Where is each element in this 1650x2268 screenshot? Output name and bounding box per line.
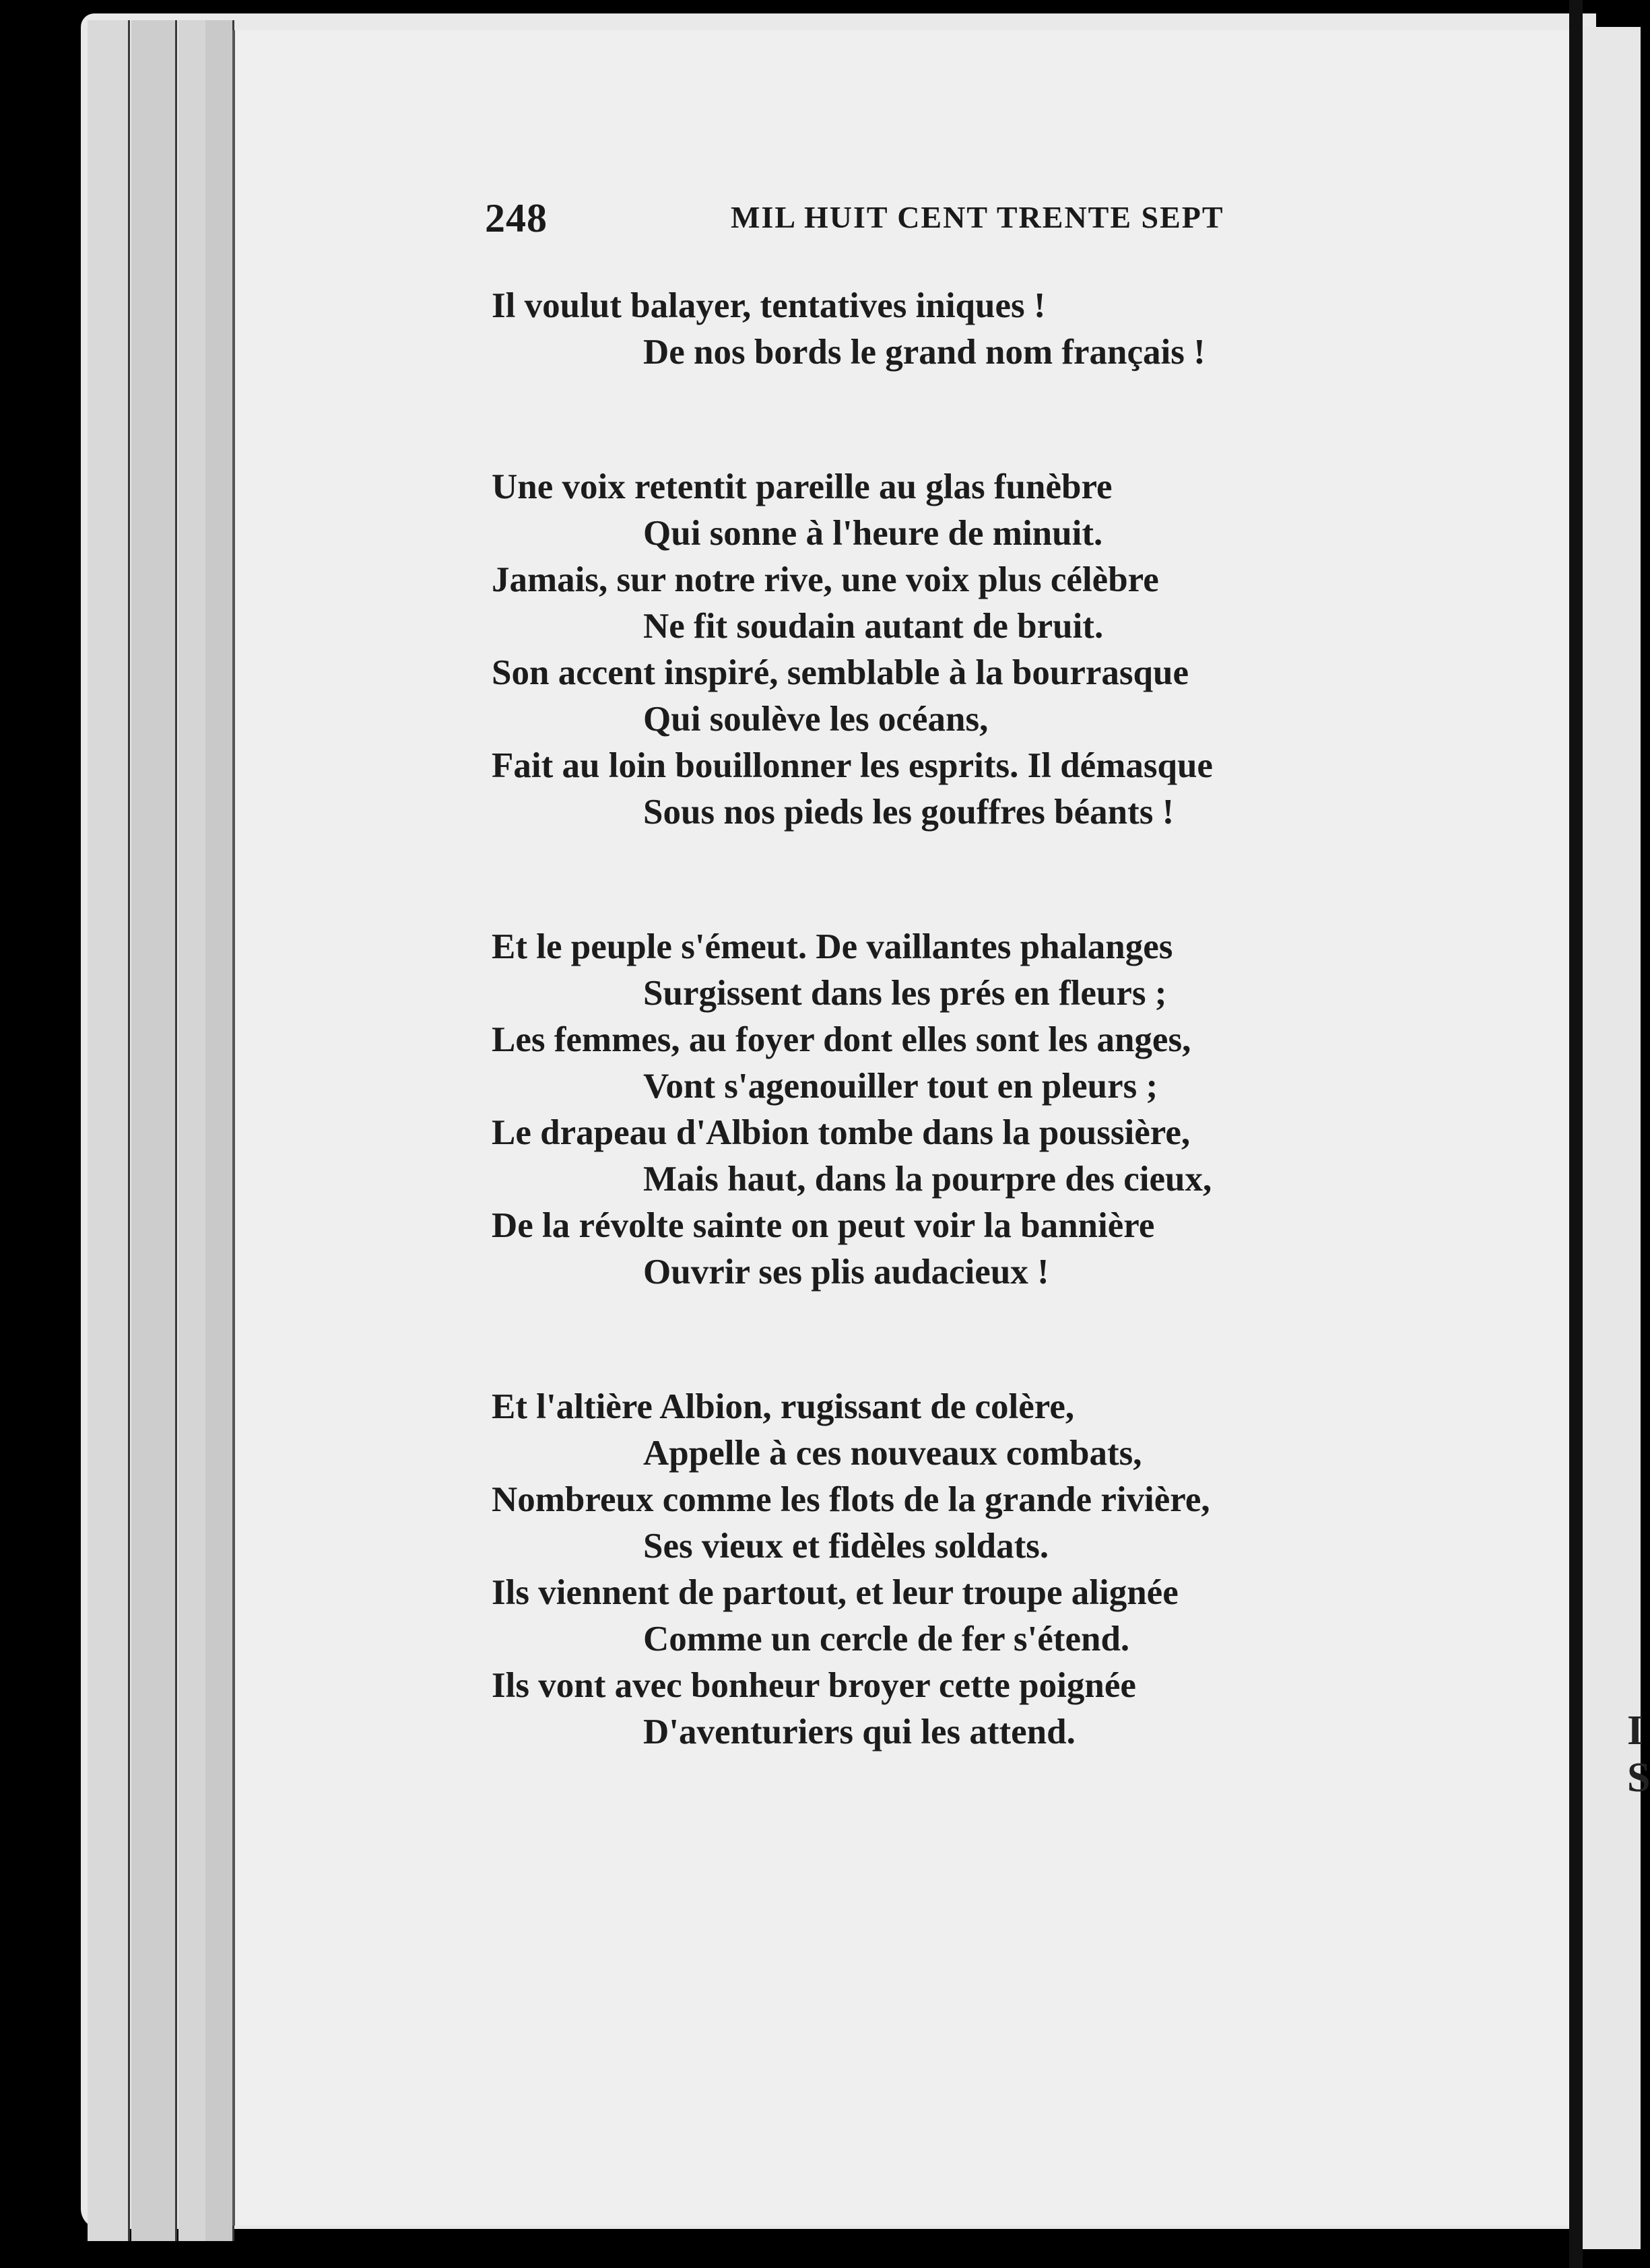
running-head bbox=[485, 195, 1259, 249]
verse-line: Le drapeau d'Albion tombe dans la poussière, bbox=[492, 1113, 1191, 1152]
verse-line: Sous nos pieds les gouffres béants ! bbox=[643, 793, 1175, 832]
verse-line: Qui soulève les océans, bbox=[643, 700, 989, 739]
facing-page bbox=[1583, 27, 1650, 2249]
running-title: MIL HUIT CENT TRENTE SEPT bbox=[731, 200, 1224, 234]
stanza bbox=[492, 1384, 1434, 1756]
verse-line: Et le peuple s'émeut. De vaillantes phalanges bbox=[492, 927, 1173, 966]
facing-page-fragment: I bbox=[1627, 1708, 1644, 1754]
verse-line: D'aventuriers qui les attend. bbox=[643, 1712, 1076, 1752]
page-edge bbox=[205, 20, 234, 2241]
verse-line: Il voulut balayer, tentatives iniques ! bbox=[492, 286, 1046, 325]
stanza bbox=[492, 464, 1434, 836]
verse-line: Ne fit soudain autant de bruit. bbox=[643, 607, 1104, 646]
verse-line: Ils viennent de partout, et leur troupe alignée bbox=[492, 1573, 1179, 1612]
gutter-shadow bbox=[1569, 0, 1583, 2268]
verse-line: Ses vieux et fidèles soldats. bbox=[643, 1527, 1049, 1566]
verse-line: Les femmes, au foyer dont elles sont les anges, bbox=[492, 1020, 1191, 1059]
verse-line: Une voix retentit pareille au glas funèbre bbox=[492, 467, 1113, 506]
stanza bbox=[492, 283, 1434, 376]
page-number: 248 bbox=[485, 196, 548, 240]
poem-body bbox=[492, 283, 1434, 1844]
verse-line: Comme un cercle de fer s'étend. bbox=[643, 1620, 1130, 1659]
page-edge bbox=[178, 20, 207, 2241]
page-edge bbox=[88, 20, 130, 2241]
verse-line: De la révolte sainte on peut voir la bannière bbox=[492, 1206, 1155, 1245]
verse-line: Fait au loin bouillonner les esprits. Il démasque bbox=[492, 746, 1213, 785]
verse-line: Et l'altière Albion, rugissant de colère, bbox=[492, 1387, 1075, 1426]
page-edge bbox=[131, 20, 177, 2241]
verse-line: Qui sonne à l'heure de minuit. bbox=[643, 514, 1103, 553]
verse-line: Son accent inspiré, semblable à la bourrasque bbox=[492, 653, 1189, 692]
verse-line: Ils vont avec bonheur broyer cette poignée bbox=[492, 1666, 1136, 1705]
verse-line: Jamais, sur notre rive, une voix plus célèbre bbox=[492, 560, 1159, 599]
verse-line: Mais haut, dans la pourpre des cieux, bbox=[643, 1160, 1212, 1199]
facing-page-fragment: S bbox=[1627, 1755, 1650, 1801]
verse-line: Surgissent dans les prés en fleurs ; bbox=[643, 974, 1167, 1013]
verse-line: De nos bords le grand nom français ! bbox=[643, 333, 1206, 372]
stanza bbox=[492, 924, 1434, 1296]
verse-line: Vont s'agenouiller tout en pleurs ; bbox=[643, 1067, 1158, 1106]
verse-line: Appelle à ces nouveaux combats, bbox=[643, 1434, 1142, 1473]
verse-line: Ouvrir ses plis audacieux ! bbox=[643, 1253, 1049, 1292]
verse-line: Nombreux comme les flots de la grande rivière, bbox=[492, 1480, 1210, 1519]
